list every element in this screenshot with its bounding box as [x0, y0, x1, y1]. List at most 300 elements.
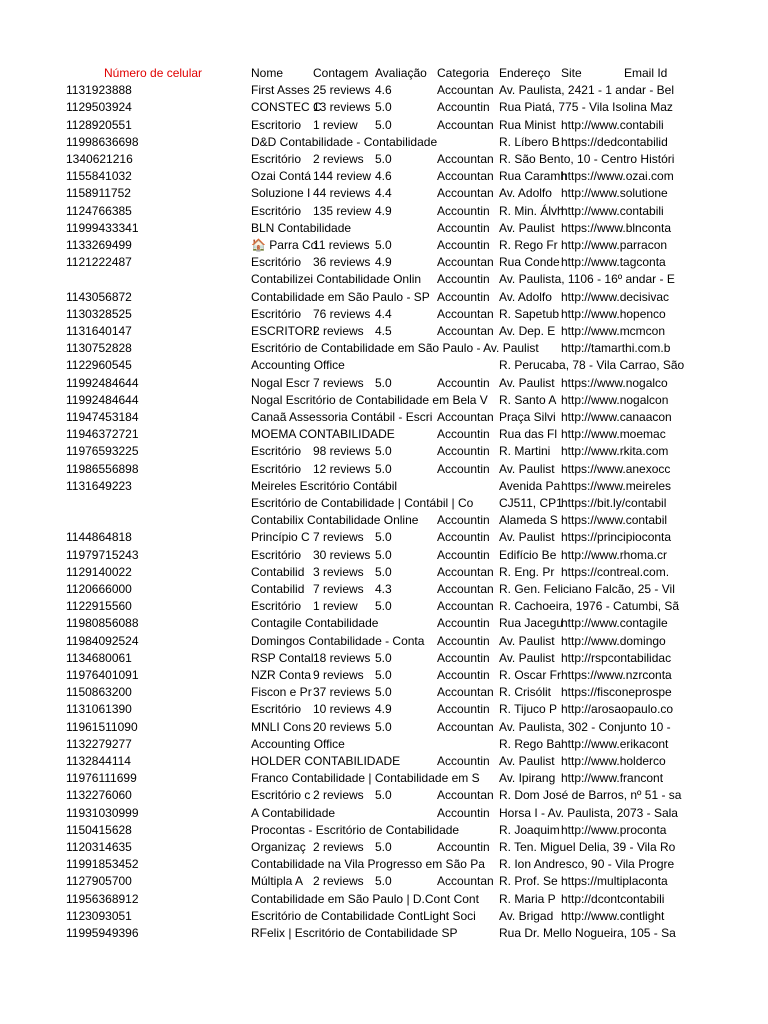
cell-site[interactable]: http://www.rkita.com — [561, 444, 669, 459]
cell-address[interactable]: R. Tijuco P — [499, 702, 558, 717]
cell-category[interactable]: Accountan — [437, 152, 494, 166]
cell-name[interactable]: Escritório — [251, 152, 302, 166]
cell-address[interactable]: R. Líbero B — [499, 134, 560, 149]
cell-site[interactable]: http://tamarthi.com.b — [561, 341, 671, 356]
cell-name[interactable]: MOEMA CONTABILIDADE — [251, 427, 395, 442]
cell-rating[interactable]: 4.3 — [375, 582, 392, 596]
cell-site[interactable]: http://www.proconta — [561, 822, 667, 837]
cell-address[interactable]: R. Sapetub — [499, 306, 560, 321]
cell-rating[interactable]: 4.9 — [375, 203, 392, 218]
cell-name[interactable]: RSP Contal — [251, 650, 314, 665]
cell-phone[interactable]: 1132276060 — [66, 788, 132, 803]
cell-phone[interactable]: 11976111699 — [66, 771, 137, 786]
cell-category[interactable]: Accountin — [437, 513, 490, 528]
cell-rating[interactable]: 5.0 — [375, 788, 392, 803]
cell-name[interactable]: Contabilid — [251, 564, 305, 579]
cell-name[interactable]: ESCRITORI — [251, 324, 317, 338]
cell-category[interactable]: Accountan — [437, 169, 494, 184]
cell-site[interactable]: http://arosaopaulo.co — [561, 702, 674, 717]
cell-category[interactable]: Accountin — [437, 427, 490, 442]
cell-name[interactable]: Ozai Contá — [251, 169, 312, 184]
cell-address[interactable]: Av. Paulist — [499, 530, 555, 545]
cell-category[interactable]: Accountin — [437, 238, 490, 252]
cell-category[interactable]: Accountin — [437, 668, 490, 682]
cell-name[interactable]: Princípio C — [251, 530, 310, 545]
cell-category[interactable]: Accountan — [437, 255, 494, 270]
cell-phone[interactable]: 1133269499 — [66, 238, 132, 252]
cell-address[interactable]: R. Ten. Miguel Delia, 39 - Vila Ro — [499, 840, 676, 854]
cell-address[interactable]: R. São Bento, 10 - Centro Históri — [499, 152, 675, 166]
table-row — [0, 392, 768, 409]
cell-phone[interactable]: 11992484644 — [66, 392, 139, 407]
cell-phone[interactable]: 1150863200 — [66, 685, 132, 700]
header-name[interactable]: Nome — [251, 66, 284, 80]
cell-address[interactable]: Av. Adolfo — [499, 186, 552, 201]
cell-phone[interactable]: 1143056872 — [66, 289, 132, 304]
cell-address[interactable]: R. Santo A — [499, 392, 557, 407]
cell-address[interactable]: Av. Paulist — [499, 220, 555, 235]
cell-rating[interactable]: 5.0 — [375, 599, 392, 614]
cell-count[interactable]: 25 reviews — [313, 83, 371, 98]
cell-rating[interactable]: 5.0 — [375, 530, 392, 545]
cell-site[interactable]: http://www.erikacont — [561, 736, 669, 751]
cell-address[interactable]: R. Ion Andresco, 90 - Vila Progre — [499, 857, 675, 872]
cell-site[interactable]: https://bit.ly/contabil — [561, 496, 667, 510]
cell-phone[interactable]: 11992484644 — [66, 375, 139, 390]
cell-address[interactable]: Av. Adolfo — [499, 289, 552, 304]
cell-site[interactable]: https://www.contabil — [561, 513, 668, 528]
cell-rating[interactable]: 5.0 — [375, 564, 392, 579]
cell-phone[interactable]: 1129503924 — [66, 100, 132, 115]
cell-phone[interactable]: 1150415628 — [66, 822, 132, 837]
cell-name[interactable]: Procontas - Escritório de Contabilidade — [251, 822, 460, 837]
cell-phone[interactable]: 1123093051 — [66, 908, 132, 923]
cell-category[interactable]: Accountan — [437, 306, 494, 321]
cell-address[interactable]: Edifício Be — [499, 547, 557, 562]
cell-category[interactable]: Accountin — [437, 203, 490, 218]
cell-count[interactable]: 1 review — [313, 599, 358, 614]
cell-address[interactable]: Rua das Fl — [499, 427, 558, 442]
cell-count[interactable]: 1 review — [313, 117, 358, 132]
cell-name[interactable]: Escritório — [251, 547, 302, 562]
cell-category[interactable]: Accountin — [437, 754, 490, 768]
cell-category[interactable]: Accountan — [437, 410, 494, 424]
cell-phone[interactable]: 11931030999 — [66, 805, 139, 820]
table-row — [0, 289, 768, 306]
cell-rating[interactable]: 4.6 — [375, 83, 392, 98]
table-row — [0, 701, 768, 718]
cell-phone[interactable]: 11976593225 — [66, 444, 139, 459]
cell-phone[interactable]: 1144864818 — [66, 530, 132, 545]
cell-count[interactable]: 10 reviews — [313, 702, 371, 717]
cell-phone[interactable]: 11979715243 — [66, 547, 139, 562]
cell-rating[interactable]: 5.0 — [375, 668, 392, 682]
cell-rating[interactable]: 5.0 — [375, 719, 392, 734]
cell-address[interactable]: Rua Jacegu — [499, 616, 564, 631]
cell-category[interactable]: Accountan — [437, 83, 494, 98]
cell-site[interactable]: https://fisconeprospe — [561, 685, 672, 700]
cell-category[interactable]: Accountin — [437, 444, 490, 459]
cell-address[interactable]: R. Gen. Feliciano Falcão, 25 - Vil — [499, 582, 675, 596]
cell-address[interactable]: CJ511, CP1 — [499, 496, 563, 510]
cell-name[interactable]: Escritório — [251, 203, 302, 218]
cell-site[interactable]: http://www.hopenco — [561, 306, 666, 321]
cell-count[interactable]: 36 reviews — [313, 255, 371, 270]
table-row — [0, 323, 768, 340]
cell-category[interactable]: Accountan — [437, 186, 494, 201]
cell-rating[interactable]: 5.0 — [375, 152, 392, 166]
cell-site[interactable]: https://www.ozai.com — [561, 169, 674, 184]
cell-name[interactable]: Escritório — [251, 255, 302, 270]
cell-count[interactable]: 20 reviews — [313, 719, 371, 734]
header-email[interactable]: Email Id — [624, 66, 668, 80]
cell-address[interactable]: Rua Minist — [499, 117, 556, 132]
table-row — [0, 753, 768, 770]
cell-count[interactable]: 12 reviews — [313, 461, 371, 476]
cell-count[interactable]: 76 reviews — [313, 306, 371, 321]
cell-rating[interactable]: 4.6 — [375, 169, 392, 184]
cell-address[interactable]: Av. Ipirang — [499, 771, 556, 786]
cell-name[interactable]: 🏠 Parra Co — [251, 238, 318, 252]
cell-address[interactable]: R. Crisólit — [499, 685, 552, 700]
cell-category[interactable]: Accountan — [437, 582, 494, 596]
cell-site[interactable]: https://principioconta — [561, 530, 672, 545]
cell-address[interactable]: R. Eng. Pr — [499, 564, 555, 579]
cell-address[interactable]: R. Cachoeira, 1976 - Catumbi, Sã — [499, 599, 680, 614]
cell-address[interactable]: Av. Dep. E — [499, 324, 556, 338]
cell-name[interactable]: Contabilidade em São Paulo | D.Cont Cont — [251, 891, 479, 906]
cell-count[interactable]: 11 reviews — [313, 238, 370, 252]
cell-phone[interactable]: 1132844114 — [66, 754, 131, 768]
header-address[interactable]: Endereço — [499, 66, 551, 80]
cell-address[interactable]: Alameda S — [499, 513, 558, 528]
cell-category[interactable]: Accountin — [437, 272, 490, 287]
cell-phone[interactable]: 1124766385 — [66, 203, 132, 218]
cell-category[interactable]: Accountin — [437, 289, 490, 304]
cell-address[interactable]: R. Prof. Se — [499, 874, 558, 889]
cell-site[interactable]: https://www.nogalco — [561, 375, 668, 390]
cell-name[interactable]: Meireles Escritório Contábil — [251, 478, 398, 493]
cell-site[interactable]: https://www.nzrconta — [561, 668, 672, 682]
cell-site[interactable]: https://dedcontabilid — [561, 134, 668, 149]
cell-address[interactable]: Rua Dr. Mello Nogueira, 105 - Sa — [499, 926, 676, 940]
cell-site[interactable]: http://www.contabili — [561, 117, 664, 132]
cell-category[interactable]: Accountin — [437, 547, 490, 562]
table-row — [0, 856, 768, 873]
cell-rating[interactable]: 5.0 — [375, 100, 392, 115]
table-row — [0, 271, 768, 288]
cell-rating[interactable]: 5.0 — [375, 874, 392, 889]
cell-address[interactable]: Avenida Pa — [499, 478, 561, 493]
cell-phone[interactable]: 11946372721 — [66, 427, 139, 442]
cell-name[interactable]: Accounting Office — [251, 736, 345, 751]
cell-phone[interactable]: 11999433341 — [66, 220, 139, 235]
cell-rating[interactable]: 5.0 — [375, 650, 392, 665]
cell-rating[interactable]: 5.0 — [375, 444, 392, 459]
cell-address[interactable]: Praça Silvi — [499, 410, 556, 424]
cell-name[interactable]: Escritório — [251, 702, 302, 717]
cell-count[interactable]: 44 reviews — [313, 186, 371, 201]
cell-rating[interactable]: 4.9 — [375, 255, 392, 270]
cell-name[interactable]: Escritório c — [251, 788, 311, 803]
cell-category[interactable]: Accountan — [437, 564, 494, 579]
cell-name[interactable]: HOLDER CONTABILIDADE — [251, 754, 401, 768]
cell-name[interactable]: Franco Contabilidade | Contabilidade em S — [251, 771, 480, 786]
cell-rating[interactable]: 5.0 — [375, 461, 392, 476]
cell-name[interactable]: Canaã Assessoria Contábil - Escri — [251, 410, 433, 424]
cell-count[interactable]: 30 reviews — [313, 547, 371, 562]
cell-category[interactable]: Accountan — [437, 599, 494, 614]
cell-name[interactable]: Escritório de Contabilidade em São Paulo - Av. Paulist — [251, 341, 539, 356]
cell-name[interactable]: Escritorio — [251, 117, 302, 132]
table-row — [0, 134, 768, 151]
cell-name[interactable]: MNLI Cons — [251, 719, 312, 734]
cell-address[interactable]: Av. Brigad — [499, 908, 554, 923]
cell-site[interactable]: http://www.contabili — [561, 203, 664, 218]
table-row — [0, 443, 768, 460]
cell-count[interactable]: 37 reviews — [313, 685, 371, 700]
cell-category[interactable]: Accountan — [437, 685, 494, 700]
cell-name[interactable]: Escritório — [251, 599, 302, 614]
cell-phone[interactable]: 11956368912 — [66, 891, 139, 906]
cell-category[interactable]: Accountin — [437, 650, 490, 665]
cell-site[interactable]: http://dcontcontabili — [561, 891, 665, 906]
header-count[interactable]: Contagem — [313, 66, 369, 80]
table-row — [0, 770, 768, 787]
cell-name[interactable]: Escritório — [251, 461, 302, 476]
table-row — [0, 357, 768, 374]
cell-address[interactable]: R. Dom José de Barros, nº 51 - sa — [499, 788, 682, 803]
cell-address[interactable]: R. Perucaba, 78 - Vila Carrao, São — [499, 358, 685, 373]
cell-phone[interactable]: 1120314635 — [66, 840, 132, 854]
cell-site[interactable]: http://www.tagconta — [561, 255, 666, 270]
cell-phone[interactable]: 1132279277 — [66, 736, 132, 751]
cell-name[interactable]: Organizaç — [251, 840, 306, 854]
cell-site[interactable]: http://rspcontabilidac — [561, 650, 672, 665]
cell-phone[interactable]: 11991853452 — [66, 857, 139, 872]
cell-name[interactable]: Escritório de Contabilidade ContLight Soci — [251, 908, 476, 923]
cell-site[interactable]: https://www.anexocc — [561, 461, 671, 476]
cell-category[interactable]: Accountan — [437, 719, 494, 734]
cell-phone[interactable]: 1131923888 — [66, 83, 132, 98]
header-site[interactable]: Site — [561, 66, 582, 80]
cell-site[interactable]: http://www.moemac — [561, 427, 666, 442]
cell-category[interactable]: Accountin — [437, 375, 490, 390]
cell-category[interactable]: Accountin — [437, 616, 490, 631]
cell-phone[interactable]: 1130752828 — [66, 341, 132, 356]
cell-phone[interactable]: 1158911752 — [66, 186, 131, 201]
cell-name[interactable]: Soluzione I — [251, 186, 311, 201]
cell-phone[interactable]: 11984092524 — [66, 633, 139, 648]
cell-address[interactable]: R. Min. Álvh — [499, 203, 564, 218]
cell-phone[interactable]: 11961511090 — [66, 719, 138, 734]
cell-rating[interactable]: 4.5 — [375, 324, 392, 338]
cell-name[interactable]: D&D Contabilidade - Contabilidade — [251, 134, 438, 149]
cell-name[interactable]: Fiscon e Pr — [251, 685, 312, 700]
cell-count[interactable]: 7 reviews — [313, 375, 364, 390]
cell-name[interactable]: CONSTEC C — [251, 100, 322, 115]
cell-name[interactable]: Múltipla A — [251, 874, 304, 889]
cell-site[interactable]: http://www.nogalcon — [561, 392, 669, 407]
cell-address[interactable]: Rua Piatá, 775 - Vila Isolina Maz — [499, 100, 673, 115]
cell-count[interactable]: 7 reviews — [313, 530, 364, 545]
cell-rating[interactable]: 5.0 — [375, 375, 392, 390]
cell-address[interactable]: R. Rego Fr — [499, 238, 558, 252]
cell-phone[interactable]: 1128920551 — [66, 117, 132, 132]
cell-address[interactable]: Av. Paulista, 2421 - 1 andar - Bel — [499, 83, 674, 98]
cell-count[interactable]: 2 reviews — [313, 324, 364, 338]
cell-category[interactable]: Accountin — [437, 702, 490, 717]
cell-site[interactable]: https://www.meireles — [561, 478, 672, 493]
cell-name[interactable]: Contabilidade em São Paulo - SP — [251, 289, 430, 304]
cell-count[interactable]: 2 reviews — [313, 840, 364, 854]
cell-category[interactable]: Accountin — [437, 840, 490, 854]
cell-count[interactable]: 3 reviews — [313, 564, 364, 579]
cell-count[interactable]: 9 reviews — [313, 668, 364, 682]
cell-category[interactable]: Accountin — [437, 633, 490, 648]
cell-phone[interactable]: 11976401091 — [66, 668, 139, 682]
cell-phone[interactable]: 1122915560 — [66, 599, 132, 614]
cell-address[interactable]: Av. Paulist — [499, 650, 555, 665]
cell-address[interactable]: Av. Paulist — [499, 461, 555, 476]
cell-address[interactable]: Av. Paulista, 1106 - 16º andar - E — [499, 272, 675, 287]
cell-site[interactable]: https://www.blnconta — [561, 220, 672, 235]
cell-site[interactable]: http://www.mcmcon — [561, 324, 666, 338]
cell-name[interactable]: Escritório de Contabilidade | Contábil | Co — [251, 496, 474, 510]
cell-category[interactable]: Accountin — [437, 220, 490, 235]
cell-site[interactable]: https://multiplaconta — [561, 874, 668, 889]
table-row — [0, 547, 768, 564]
cell-site[interactable]: http://www.decisivac — [561, 289, 670, 304]
cell-site[interactable]: http://www.rhoma.cr — [561, 547, 668, 562]
cell-name[interactable]: Accounting Office — [251, 358, 345, 373]
cell-count[interactable]: 2 reviews — [313, 152, 364, 166]
cell-address[interactable]: Av. Paulista, 302 - Conjunto 10 - — [499, 719, 671, 734]
cell-name[interactable]: Domingos Contabilidade - Conta — [251, 633, 425, 648]
cell-count[interactable]: 135 review — [313, 203, 372, 218]
cell-address[interactable]: Av. Paulist — [499, 633, 555, 648]
cell-address[interactable]: R. Joaquim — [499, 822, 560, 837]
cell-address[interactable]: Av. Paulist — [499, 754, 555, 768]
cell-rating[interactable]: 4.9 — [375, 702, 392, 717]
header-category[interactable]: Categoria — [437, 66, 490, 80]
cell-address[interactable]: Rua Caramh — [499, 169, 568, 184]
cell-name[interactable]: Contagile Contabilidade — [251, 616, 379, 631]
cell-count[interactable]: 2 reviews — [313, 788, 364, 803]
cell-name[interactable]: Contabilizei Contabilidade Onlin — [251, 272, 422, 287]
cell-name[interactable]: Escritório — [251, 306, 302, 321]
cell-name[interactable]: Nogal Escritório de Contabilidade em Bela V — [251, 392, 488, 407]
cell-rating[interactable]: 5.0 — [375, 840, 392, 854]
cell-rating[interactable]: 5.0 — [375, 547, 392, 562]
cell-phone[interactable]: 1155841032 — [66, 169, 132, 184]
viewport-edge — [686, 0, 768, 1024]
cell-phone[interactable]: 11986556898 — [66, 461, 139, 476]
cell-count[interactable]: 7 reviews — [313, 582, 364, 596]
cell-site[interactable]: http://www.contlight — [561, 908, 665, 923]
header-phone[interactable]: Número de celular — [104, 66, 203, 80]
cell-category[interactable]: Accountin — [437, 530, 490, 545]
cell-phone[interactable]: 11980856088 — [66, 616, 139, 631]
cell-phone[interactable]: 1122960545 — [66, 358, 132, 373]
cell-address[interactable]: R. Oscar Fr — [499, 668, 561, 682]
cell-site[interactable]: https://contreal.com. — [561, 564, 670, 579]
cell-rating[interactable]: 5.0 — [375, 238, 392, 252]
cell-name[interactable]: First Asses — [251, 83, 310, 98]
table-row — [0, 478, 768, 495]
cell-phone[interactable]: 1130328525 — [66, 306, 132, 321]
cell-count[interactable]: 13 reviews — [313, 100, 371, 115]
cell-phone[interactable]: 1131640147 — [66, 324, 132, 338]
cell-category[interactable]: Accountan — [437, 117, 494, 132]
cell-phone[interactable]: 1127905700 — [66, 874, 132, 889]
cell-category[interactable]: Accountan — [437, 874, 494, 889]
cell-name[interactable]: NZR Conta — [251, 668, 312, 682]
cell-name[interactable]: Contabilidade na Vila Progresso em São Pa — [251, 857, 485, 872]
cell-rating[interactable]: 4.4 — [375, 186, 392, 201]
cell-phone[interactable]: 1131061390 — [66, 702, 132, 717]
cell-phone[interactable]: 1129140022 — [66, 564, 132, 579]
cell-phone[interactable]: 11998636698 — [66, 134, 139, 149]
cell-phone[interactable]: 11995949396 — [66, 926, 139, 940]
cell-phone[interactable]: 1120666000 — [66, 582, 132, 596]
cell-name[interactable]: Contabilix Contabilidade Online — [251, 513, 419, 528]
header-rating[interactable]: Avaliação — [375, 66, 427, 80]
cell-rating[interactable]: 4.4 — [375, 306, 392, 321]
cell-count[interactable]: 98 reviews — [313, 444, 371, 459]
cell-phone[interactable]: 1340621216 — [66, 152, 133, 166]
cell-phone[interactable]: 11947453184 — [66, 410, 139, 424]
cell-address[interactable]: R. Martini — [499, 444, 551, 459]
table-row — [0, 151, 768, 168]
cell-site[interactable]: http://www.canaacon — [561, 410, 672, 424]
cell-category[interactable]: Accountin — [437, 100, 490, 115]
cell-count[interactable]: 144 review — [313, 169, 372, 184]
cell-category[interactable]: Accountan — [437, 324, 494, 338]
cell-site[interactable]: http://www.parracon — [561, 238, 668, 252]
cell-rating[interactable]: 5.0 — [375, 685, 392, 700]
cell-phone[interactable]: 1134680061 — [66, 650, 132, 665]
cell-address[interactable]: Rua Conde — [499, 255, 560, 270]
cell-name[interactable]: Contabilid — [251, 582, 305, 596]
cell-site[interactable]: http://www.holderco — [561, 754, 666, 768]
cell-address[interactable]: R. Rego Ba — [499, 736, 562, 751]
table-row — [0, 633, 768, 650]
cell-phone[interactable]: 1131649223 — [66, 478, 132, 493]
cell-address[interactable]: Horsa I - Av. Paulista, 2073 - Sala — [499, 805, 678, 820]
cell-site[interactable]: http://www.contagile — [561, 616, 668, 631]
cell-count[interactable]: 18 reviews — [313, 650, 371, 665]
cell-name[interactable]: A Contabilidade — [251, 805, 336, 820]
cell-name[interactable]: Nogal Escr — [251, 375, 310, 390]
cell-name[interactable]: RFelix | Escritório de Contabilidade SP — [251, 926, 458, 940]
cell-address[interactable]: R. Maria P — [499, 891, 556, 906]
cell-category[interactable]: Accountin — [437, 461, 490, 476]
cell-category[interactable]: Accountin — [437, 805, 490, 820]
cell-name[interactable]: Escritório — [251, 444, 302, 459]
cell-site[interactable]: http://www.solutione — [561, 186, 668, 201]
cell-phone[interactable]: 1121222487 — [66, 255, 132, 270]
table-row — [0, 581, 768, 598]
table-row — [0, 375, 768, 392]
cell-name[interactable]: BLN Contabilidade — [251, 220, 352, 235]
cell-site[interactable]: http://www.domingo — [561, 633, 666, 648]
cell-site[interactable]: http://www.francont — [561, 771, 664, 786]
cell-address[interactable]: Av. Paulist — [499, 375, 555, 390]
cell-rating[interactable]: 5.0 — [375, 117, 392, 132]
cell-category[interactable]: Accountan — [437, 788, 494, 803]
cell-count[interactable]: 2 reviews — [313, 874, 364, 889]
